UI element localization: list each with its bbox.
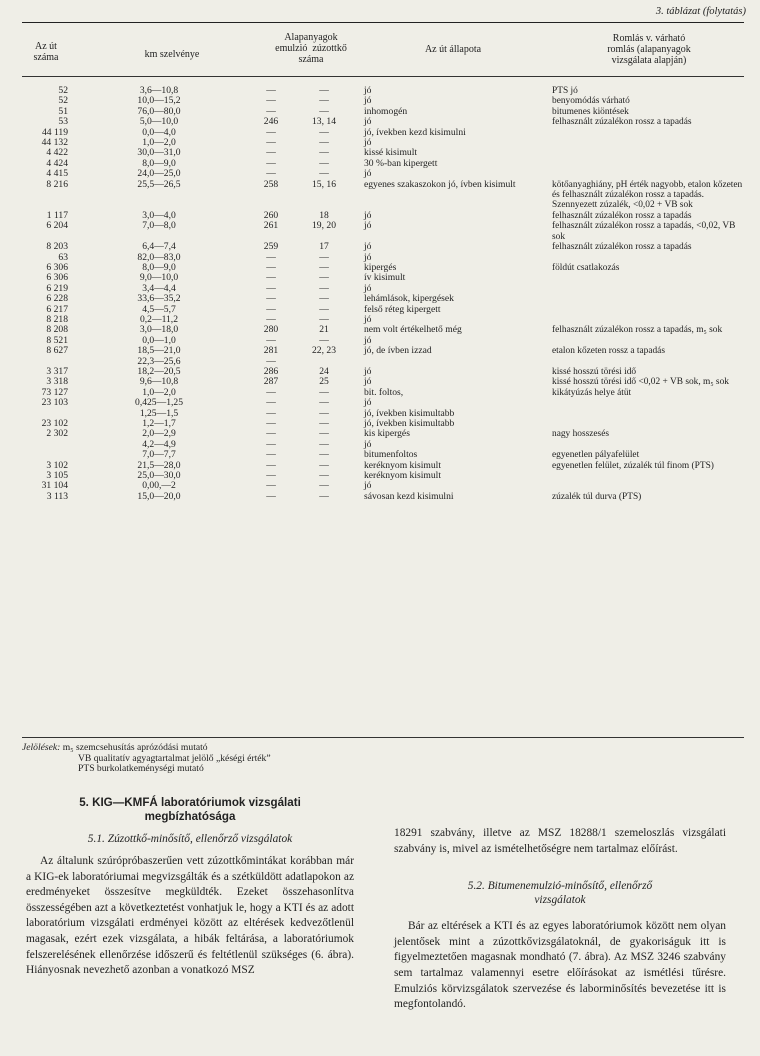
emulsion-no-cell: 280 (263, 324, 279, 336)
km-section-cell: 9,6—10,8 (139, 376, 179, 388)
table-row (22, 367, 744, 377)
road-state-cell: keréknyom kisimult (364, 470, 442, 482)
km-section-cell: 5,0—10,0 (139, 116, 179, 128)
table-caption: 3. táblázat (folytatás) (655, 6, 746, 17)
degradation-cell (550, 284, 744, 294)
road-number-cell: 23 103 (41, 397, 68, 409)
aggregate-no-cell: — (319, 137, 329, 149)
road-state-cell: keréknyom kisimult (364, 459, 442, 471)
km-section-cell: 1,0—2,0 (142, 386, 176, 398)
emulsion-no-cell: 261 (263, 220, 279, 232)
km-section-cell: 3,4—4,4 (142, 282, 176, 294)
km-section-cell: 6,4—7,4 (142, 241, 176, 253)
km-section-cell: 4,2—4,9 (142, 438, 176, 450)
degradation-cell (550, 336, 744, 346)
emulsion-no-cell: — (266, 355, 276, 367)
degradation-cell: kötőanyaghiány, pH érték nagyobb, etalon kőzeten és felhasznált zúzalékon rossz a tapadás. Szennyezett zúzalék, <0,02 + VB sok (552, 179, 743, 211)
km-section-cell: 0,00,—2 (142, 480, 176, 492)
km-section-cell: 25,0—30,0 (137, 470, 181, 482)
degradation-cell: felhasznált zúzalékon rossz a tapadás, m₅ sok (552, 325, 723, 336)
table-row (22, 388, 744, 398)
emulsion-no-cell: — (266, 126, 276, 138)
degradation-cell (550, 294, 744, 304)
legend (22, 743, 271, 775)
aggregate-no-cell: — (319, 303, 329, 315)
road-number-cell: 6 219 (46, 282, 68, 294)
km-section-cell: 9,0—10,0 (139, 272, 179, 284)
road-number-cell: 6 306 (46, 261, 68, 273)
road-state-cell: sávosan kezd kisimulni (364, 490, 454, 502)
degradation-cell (550, 315, 744, 325)
road-state-cell: inhomogén (364, 105, 408, 117)
emulsion-no-cell: — (266, 438, 276, 450)
degradation-cell: kikátyúzás helye átüt (552, 387, 632, 398)
road-state-cell: jó (364, 168, 372, 180)
table-row (22, 273, 744, 283)
road-number-cell: 8 216 (46, 178, 68, 190)
km-section-cell: 24,0—25,0 (137, 168, 181, 180)
road-state-cell: kipergés (364, 261, 397, 273)
km-section-cell: 25,5—26,5 (137, 178, 181, 190)
km-section-cell: 0,0—4,0 (142, 126, 176, 138)
road-state-cell: jó (364, 220, 372, 232)
road-state-cell: kis kipergés (364, 428, 410, 440)
degradation-cell (550, 481, 744, 491)
aggregate-no-cell: — (319, 282, 329, 294)
road-number-cell: 8 203 (46, 241, 68, 253)
emulsion-no-cell: — (266, 168, 276, 180)
emulsion-no-cell: — (266, 449, 276, 461)
emulsion-no-cell: — (266, 303, 276, 315)
aggregate-no-cell: 13, 14 (312, 116, 336, 128)
degradation-cell: felhasznált zúzalékon rossz a tapadás (552, 117, 692, 128)
aggregate-no-cell: — (319, 313, 329, 325)
table-bottom-rule (22, 737, 744, 738)
road-state-cell: jó (364, 313, 372, 325)
km-section-cell: 8,0—9,0 (142, 157, 176, 169)
road-state-cell (354, 357, 550, 367)
degradation-cell (550, 253, 744, 263)
degradation-cell: bitumenes kiöntések (552, 106, 629, 117)
emulsion-no-cell: 287 (263, 376, 279, 388)
degradation-cell: felhasznált zúzalékon rossz a tapadás (552, 210, 692, 221)
section-5-title: 5. KIG—KMFÁ laboratóriumok vizsgálati megbízhatósága (79, 796, 301, 823)
legend-vb: VB qualitatív agyagtartalmat jelölő „késégi érték” (78, 752, 271, 764)
road-number-cell: 23 102 (41, 418, 68, 429)
km-section-cell: 8,0—9,0 (142, 261, 176, 273)
km-section-cell: 7,0—8,0 (142, 220, 176, 232)
road-number-cell: 8 208 (46, 324, 68, 336)
aggregate-no-cell: — (319, 251, 329, 263)
km-section-cell: 3,0—4,0 (142, 209, 176, 221)
km-section-cell: 18,2—20,5 (137, 365, 181, 377)
aggregate-no-cell: — (319, 470, 329, 482)
emulsion-no-cell: — (266, 105, 276, 117)
road-state-cell: jó (364, 116, 372, 128)
table-row (22, 211, 744, 221)
table-row (22, 325, 744, 335)
emulsion-no-cell: — (266, 397, 276, 409)
legend-pts: PTS burkolatkeménységi mutató (78, 763, 204, 775)
degradation-cell (550, 273, 744, 283)
header-bottom-rule (22, 76, 744, 77)
km-section-cell: 1,25—1,5 (139, 407, 179, 419)
road-number-cell: 3 113 (46, 490, 68, 502)
degradation-cell (550, 128, 744, 138)
aggregate-no-cell: — (319, 480, 329, 492)
road-number-cell: 3 102 (46, 459, 68, 471)
road-number-cell: 1 117 (46, 209, 68, 221)
aggregate-no-cell: — (319, 126, 329, 138)
road-state-cell: jó (364, 334, 372, 346)
header-materials-no: száma (298, 54, 324, 65)
table-row (22, 294, 744, 304)
road-state-cell: jó (364, 241, 372, 253)
road-state-cell: jó, ívekben kisimultabb (364, 407, 455, 419)
aggregate-no-cell: — (319, 168, 329, 180)
left-column (26, 796, 354, 979)
aggregate-no-cell: — (319, 261, 329, 273)
section-5-2-paragraph: Bár az eltérések a KTI és az egyes laboratóriumok között nem olyan jelentősek mint a zúzottkővizsgálatoknál, de gyakoriságuk itt is figyelmeztetően magasnak mondható (7. ábra). Az MSZ 3246 szabvány sem tartalmaz valamennyi esetre előírásokat az ismétlési tűrésre. Emulziós körvizsgálatok szervezése és laborminősítés bevezetése itt is megfontolandó. (394, 920, 726, 1011)
table-row (22, 128, 744, 138)
header-km: km szelvénye (144, 49, 200, 60)
degradation-cell (550, 440, 744, 450)
road-number-cell: 44 119 (41, 126, 68, 138)
road-number-cell: 6 306 (46, 272, 68, 284)
header-degradation: Romlás v. várható romlás (alapanyagok vizsgálata alapján) (607, 33, 691, 66)
aggregate-no-cell: — (319, 386, 329, 398)
road-state-cell: jó (364, 480, 372, 492)
road-number-cell: 51 (58, 105, 68, 117)
km-section-cell: 3,0—18,0 (139, 324, 179, 336)
degradation-cell: felhasznált zúzalékon rossz a tapadás, <0,02, VB sok (552, 221, 736, 242)
table-row (22, 242, 744, 252)
section-5-1-title: 5.1. Zúzottkő-minősítő, ellenőrző vizsgálatok (87, 833, 293, 845)
road-state-cell: egyenes szakaszokon jó, ívben kisimult (364, 178, 516, 190)
degradation-cell: nagy hosszesés (552, 429, 610, 440)
table-row (22, 180, 744, 211)
aggregate-no-cell: — (319, 95, 329, 107)
degradation-cell (550, 398, 744, 408)
road-number-cell: 6 204 (46, 220, 68, 232)
table-top-rule (22, 22, 744, 23)
road-state-cell: bitumenfoltos (364, 449, 418, 461)
degradation-cell (550, 409, 744, 419)
road-number-cell: 31 104 (41, 480, 68, 492)
emulsion-no-cell: — (266, 293, 276, 305)
road-state-cell: kissé kisimult (364, 147, 418, 159)
degradation-cell (550, 169, 744, 179)
road-number-cell: 63 (58, 251, 68, 263)
road-number-cell: 44 132 (41, 137, 68, 149)
km-section-cell: 18,5—21,0 (137, 345, 181, 357)
degradation-cell: felhasznált zúzalékon rossz a tapadás (552, 242, 692, 253)
emulsion-no-cell: — (266, 418, 276, 429)
km-section-cell: 33,6—35,2 (137, 293, 181, 305)
emulsion-no-cell: — (266, 459, 276, 471)
km-section-cell: 4,5—5,7 (142, 303, 176, 315)
emulsion-no-cell: 281 (263, 345, 279, 357)
aggregate-no-cell: — (319, 272, 329, 284)
legend-label: Jelölések: (22, 742, 61, 753)
km-section-cell: 22,3—25,6 (137, 355, 181, 367)
km-section-cell: 2,0—2,9 (142, 428, 176, 440)
section-5-1-paragraph: Az általunk szúrópróbaszerűen vett zúzottkőmintákat korábban már a KIG-ek laboratóriumai megvizsgálták és a szétküldött adatlapokon az eredményeket összesítve megküldték. Ezeket összehasonlítva összességében azt a következtetést vonhatjuk le, hogy a KTI és az adott laboratórium vizsgálati erdményei között az eltérések kedvezőtlenül magasak, ezért ezek vizsgálata, a hibák feltárása, a laboratóriumok felszerelésének ellenőrzése időszerű és feltétlenül szükséges (6. ábra). Hiányosnak nevezhető azonban a vonatkozó MSZ (26, 855, 354, 977)
road-state-cell: jó (364, 85, 372, 96)
emulsion-no-cell: — (266, 95, 276, 107)
aggregate-no-cell: — (319, 449, 329, 461)
header-state: Az út állapota (424, 44, 482, 55)
header-materials-sub: emulzió zúzottkő (275, 43, 347, 54)
km-section-cell: 0,0—1,0 (142, 334, 176, 346)
road-state-cell: jó (364, 365, 372, 377)
aggregate-no-cell: 21 (319, 324, 329, 336)
road-number-cell: 4 424 (46, 157, 68, 169)
emulsion-no-cell: — (266, 470, 276, 482)
road-state-cell: jó (364, 438, 372, 450)
legend-m5: m₅ szemcsehusítás aprózódási mutató (62, 742, 208, 753)
aggregate-no-cell: — (319, 105, 329, 117)
emulsion-no-cell: — (266, 386, 276, 398)
road-table-body (22, 86, 744, 502)
emulsion-no-cell: — (266, 282, 276, 294)
road-number-cell: 8 218 (46, 313, 68, 325)
emulsion-no-cell: — (266, 251, 276, 263)
table-row (22, 221, 744, 242)
emulsion-no-cell: 260 (263, 209, 279, 221)
aggregate-no-cell: — (319, 459, 329, 471)
emulsion-no-cell: — (266, 428, 276, 440)
aggregate-no-cell: — (319, 334, 329, 346)
km-section-cell: 3,6—10,8 (139, 85, 179, 96)
road-number-cell (22, 440, 70, 450)
road-state-cell: felső réteg kipergett (364, 303, 441, 315)
emulsion-no-cell: 246 (263, 116, 279, 128)
km-section-cell: 7,0—7,7 (142, 449, 176, 461)
road-state-cell: jó, de ívben izzad (364, 345, 432, 357)
aggregate-no-cell: — (319, 428, 329, 440)
emulsion-no-cell: — (266, 480, 276, 492)
aggregate-no-cell: 25 (319, 376, 329, 388)
degradation-cell: egyenetlen felület, zúzalék túl finom (PTS) (552, 460, 714, 471)
degradation-cell (550, 471, 744, 481)
road-state-cell: jó (364, 209, 372, 221)
km-section-cell: 15,0—20,0 (137, 490, 181, 502)
continued-paragraph: 18291 szabvány, illetve az MSZ 18288/1 szemeloszlás vizsgálati szabvány is, mivel az ismételhetőségre nem tartalmaz előírást. (394, 827, 726, 855)
road-state-cell: jó (364, 251, 372, 263)
aggregate-no-cell: — (319, 490, 329, 502)
road-state-cell: 30 %-ban kipergett (364, 157, 438, 169)
aggregate-no-cell: — (319, 418, 329, 429)
degradation-cell (550, 419, 744, 429)
road-state-cell: jó (364, 95, 372, 107)
table-row (22, 305, 744, 315)
road-number-cell: 52 (58, 85, 68, 96)
table-row (22, 107, 744, 117)
emulsion-no-cell: 259 (263, 241, 279, 253)
km-section-cell: 1,2—1,7 (142, 418, 176, 429)
degradation-cell (550, 305, 744, 315)
km-section-cell: 1,0—2,0 (142, 137, 176, 149)
degradation-cell (550, 159, 744, 169)
emulsion-no-cell: — (266, 147, 276, 159)
table-row (22, 492, 744, 502)
degradation-cell: zúzalék túl durva (PTS) (552, 491, 642, 502)
emulsion-no-cell: 286 (263, 365, 279, 377)
degradation-cell: kissé hosszú törési idő (552, 366, 637, 377)
degradation-cell: egyenetlen pályafelület (552, 450, 640, 461)
road-number-cell: 3 105 (46, 470, 68, 482)
aggregate-no-cell: — (319, 407, 329, 419)
emulsion-no-cell: — (266, 490, 276, 502)
aggregate-no-cell: 17 (319, 241, 329, 253)
right-column (394, 826, 726, 1013)
road-state-cell: nem volt értékelhető még (364, 324, 462, 336)
aggregate-no-cell: 22, 23 (312, 345, 336, 357)
emulsion-no-cell: 258 (263, 178, 279, 190)
road-number-cell: 4 422 (46, 147, 68, 159)
degradation-cell: etalon kőzeten rossz a tapadás (552, 346, 665, 357)
header-materials-group: Alapanyagok (284, 32, 338, 43)
km-section-cell: 21,5—28,0 (137, 459, 181, 471)
table-row (22, 471, 744, 481)
road-state-cell: lehámlások, kipergések (364, 293, 454, 305)
table-row (22, 159, 744, 169)
aggregate-no-cell: — (319, 438, 329, 450)
emulsion-no-cell: — (266, 334, 276, 346)
km-section-cell: 30,0—31,0 (137, 147, 181, 159)
emulsion-no-cell: — (266, 85, 276, 96)
aggregate-no-cell: — (319, 157, 329, 169)
degradation-cell (550, 148, 744, 158)
km-section-cell: 0,425—1,25 (135, 397, 183, 409)
road-state-cell: jó (364, 137, 372, 149)
road-state-cell: bit. foltos, (364, 386, 404, 398)
aggregate-no-cell: 18 (319, 209, 329, 221)
aggregate-no-cell: 24 (319, 365, 329, 377)
emulsion-no-cell: — (266, 407, 276, 419)
road-table (22, 86, 744, 502)
table-row (22, 357, 744, 367)
road-number-cell: 8 627 (46, 345, 68, 357)
road-number-cell: 3 318 (46, 376, 68, 388)
road-state-cell: jó, ívekben kisimultabb (364, 418, 455, 429)
road-number-cell: 4 415 (46, 168, 68, 180)
table-row (22, 86, 744, 96)
road-state-cell: jó (364, 397, 372, 409)
emulsion-no-cell: — (266, 137, 276, 149)
emulsion-no-cell: — (266, 313, 276, 325)
road-state-cell: ív kisimult (364, 272, 406, 284)
road-number-cell: 73 127 (41, 386, 68, 398)
degradation-cell: földút csatlakozás (552, 262, 620, 273)
aggregate-no-cell: 19, 20 (312, 220, 336, 232)
section-5-2-title: 5.2. Bitumenemulzió-minősítő, ellenőrző vizsgálatok (467, 880, 653, 907)
table-row (22, 346, 744, 356)
degradation-cell: benyomódás várható (552, 96, 630, 107)
table-row (22, 429, 744, 439)
emulsion-no-cell: — (266, 157, 276, 169)
road-state-cell: jó, ívekben kezd kisimulni (364, 126, 466, 138)
aggregate-no-cell: — (319, 147, 329, 159)
road-number-cell: 2 302 (46, 428, 68, 440)
header-road-no: Az út száma (33, 41, 59, 63)
emulsion-no-cell: — (266, 272, 276, 284)
degradation-cell (550, 357, 744, 367)
road-state-cell: jó (364, 376, 372, 388)
road-number-cell: 6 228 (46, 293, 68, 305)
road-number-cell: 6 217 (46, 303, 68, 315)
aggregate-no-cell: 15, 16 (312, 178, 336, 190)
km-section-cell: 10,0—15,2 (137, 95, 181, 107)
km-section-cell: 82,0—83,0 (137, 251, 181, 263)
degradation-cell (550, 138, 744, 148)
road-number-cell: 8 521 (46, 334, 68, 346)
aggregate-no-cell: — (319, 293, 329, 305)
road-state-cell: jó (364, 282, 372, 294)
aggregate-no-cell: — (319, 397, 329, 409)
degradation-cell: PTS jó (552, 86, 578, 96)
km-section-cell: 0,2—11,2 (139, 313, 179, 325)
degradation-cell: kissé hosszú törési idő <0,02 + VB sok, m₅ sok (552, 377, 729, 388)
km-section-cell: 76,0—80,0 (137, 105, 181, 117)
road-number-cell: 3 317 (46, 365, 68, 377)
aggregate-no-cell: — (319, 85, 329, 96)
road-number-cell: 53 (58, 116, 68, 128)
road-number-cell: 52 (58, 95, 68, 107)
emulsion-no-cell: — (266, 261, 276, 273)
